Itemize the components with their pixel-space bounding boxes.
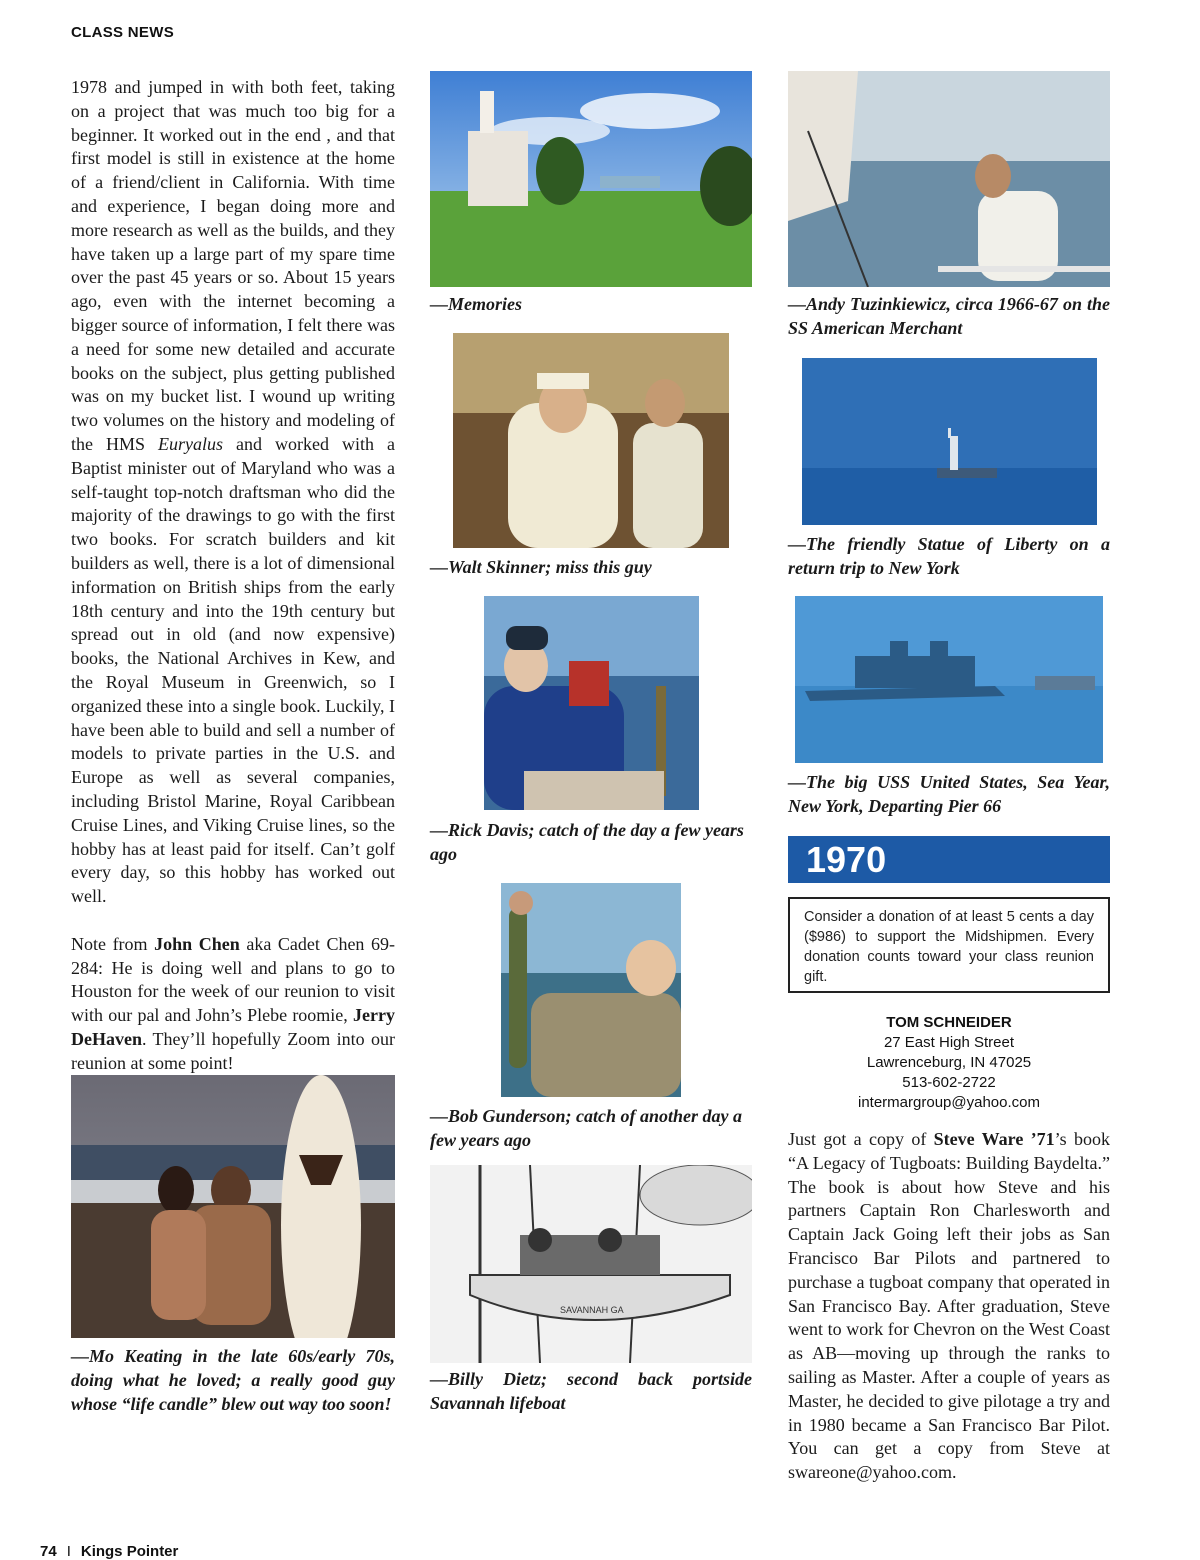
note-paragraph: Note from John Chen aka Cadet Chen 69-284: He is doing well and plans to go to Houston for the week of our reunion to visit with our pal and John’s Plebe roomie, Jerry DeHaven. They’ll hopefully Zoom into our reunion at some point! [71,933,396,1073]
statue-of-liberty-caption: —The friendly Statue of Liberty on a return trip to New York [788,534,1110,578]
article-paragraph: 1978 and jumped in with both feet, taking on a project that was much too big for a beginner. It worked out in the end , and that first model is still in existence at the home of a friend/client in California. With time and experience, I began doing more and more research as well as the builds, and they have taken up a large part of my spare time over the past 45 years or so. About 15 years ago, even with the internet becoming a bigger source of information, I felt there was a need for some new detailed and accurate books on the subject, plus getting published was on my bucket list. I wound up writing two volumes on the history and modeling of the HMS Euryalus and worked with a Baptist minister out of Maryland who was a self-taught top-notch draftsman who did the majority of the drawings to go with the first two books. For scratch builders and kit builders as well, there is a lot of dimensional information on British ships from the early 18th century and into the 19th century but spread out in old (and now expensive) books, the National Archives in Kew, and the Royal Museum in Greenwich, so I organized these into a single book. Luckily, I have been able to build and sell a number of models to private parties in the U.S. and Europe as well as several companies, including Bristol Marine, Royal Caribbean Cruise Lines, and Viking Cruise lines, so the hobby has at least paid for itself. Can’t golf every day, so this hobby has worked out well. [71,77,395,907]
uss-united-states-caption: —The big USS United States, Sea Year, New York, Departing Pier 66 [788,772,1110,816]
walt-skinner-photo [453,333,729,548]
class-year-banner: 1970 [788,836,1110,883]
surfboard-caption: —Mo Keating in the late 60s/early 70s, doing what he loved; a really good guy whose “life candle” blew out way too soon! [71,1346,395,1414]
contact-city: Lawrenceburg, IN 47025 [866,1054,1032,1071]
bob-gunderson-photo [501,883,681,1097]
uss-united-states-photo [795,596,1103,763]
andy-tuzinkiewicz-caption: —Andy Tuzinkiewicz, circa 1966-67 on the SS American Merchant [788,294,1110,338]
page-number: 74 [40,1543,57,1560]
contact-phone: 513-602-2722 [902,1074,996,1091]
memories-caption: —Memories [430,294,522,314]
bob-gunderson-caption: —Bob Gunderson; catch of another day a few years ago [430,1106,743,1150]
surfboard-photo [71,1075,395,1338]
andy-tuzinkiewicz-photo [788,71,1110,287]
section-label: CLASS NEWS [71,24,175,41]
footer-separator: I [66,1543,71,1560]
rick-davis-photo [484,596,699,810]
walt-skinner-caption: —Walt Skinner; miss this guy [430,557,652,577]
publication-name: Kings Pointer [80,1543,179,1560]
donation-box: Consider a donation of at least 5 cents a day ($986) to support the Midshipmen. Every donation counts toward your class reunion gift. [788,897,1110,993]
lifeboat-photo [430,1165,752,1363]
contact-email[interactable]: intermargroup@yahoo.com [858,1094,1040,1111]
statue-of-liberty-photo [802,358,1097,525]
column-left [71,76,395,1076]
class-contact [788,1013,1110,1113]
column-right-text [788,1128,1110,1485]
rick-davis-caption: —Rick Davis; catch of the day a few years ago [430,820,744,864]
lifeboat-caption: —Billy Dietz; second back portside Savannah lifeboat [430,1369,752,1413]
lifeboat-lettering: SAVANNAH GA [560,1305,624,1315]
memories-photo [430,71,752,287]
contact-street: 27 East High Street [883,1034,1015,1051]
book-paragraph: Just got a copy of Steve Ware ’71’s book “A Legacy of Tugboats: Building Baydelta.” The book is about how Steve and his partners Captain Ron Charlesworth and Captain Jack Going left their jobs as San Francisco Bar Pilots and partnered to purchase a tugboat company that operated in San Francisco Bay. After graduation, Steve went to work for Chevron on the West Coast as AB—moving up through the ranks to sailing as Master. After a couple of years as Master, he decided to give pilotage a try and in 1980 became a San Francisco Bar Pilot. You can get a copy from Steve at swareone@yahoo.com. [788,1129,1110,1483]
contact-name: TOM SCHNEIDER [886,1014,1012,1031]
page-footer [40,1543,178,1560]
